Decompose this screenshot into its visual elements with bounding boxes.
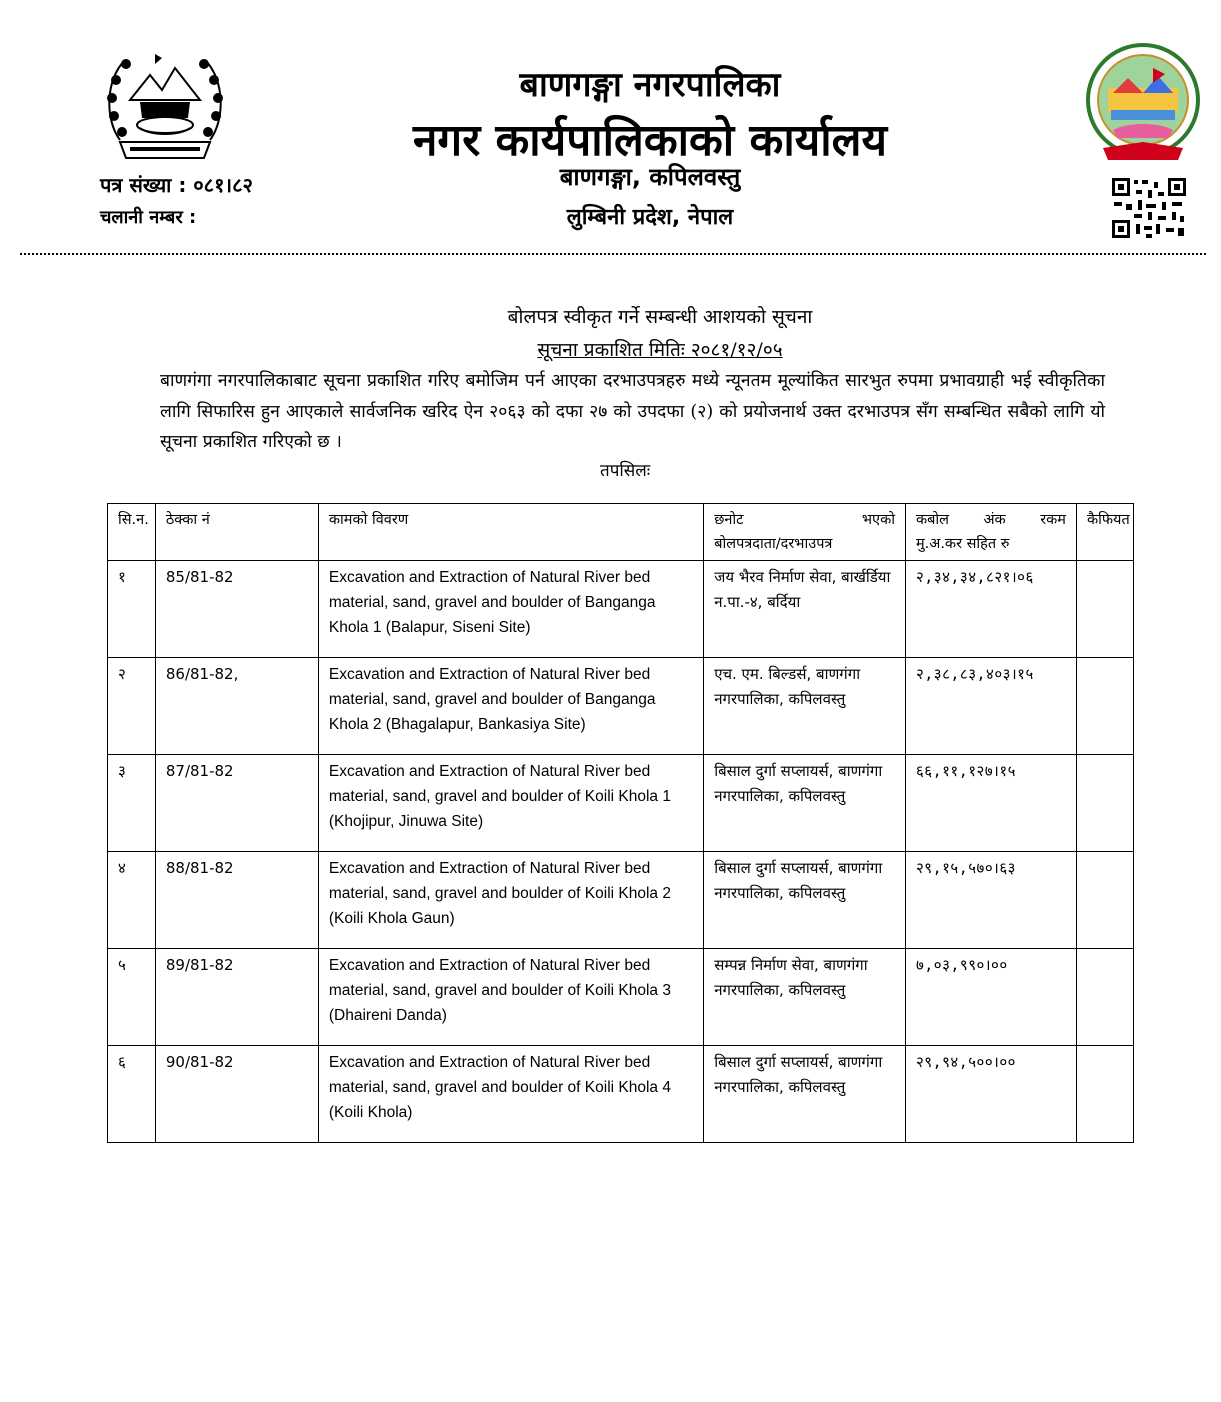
cell-sn: १ [108, 561, 156, 658]
cell-bidder: सम्पन्न निर्माण सेवा, बाणगंगा नगरपालिका, कपिलवस्तु [704, 949, 906, 1046]
office-name: बाणगङ्गा नगरपालिका [519, 65, 781, 105]
header-amount-c: रकम [1040, 512, 1066, 528]
cell-sn: २ [108, 658, 156, 755]
cell-contract: 90/81-82 [155, 1046, 318, 1143]
header-bidder-b: भएको [861, 512, 895, 528]
header-amount [905, 504, 1076, 561]
header-contract: ठेक्का नं [155, 504, 318, 561]
government-emblem [100, 40, 230, 165]
cell-sn: ३ [108, 755, 156, 852]
cell-contract: 89/81-82 [155, 949, 318, 1046]
cell-bidder: एच. एम. बिल्डर्स, बाणगंगा नगरपालिका, कपिलवस्तु [704, 658, 906, 755]
header-amount-b: अंक [983, 512, 1006, 528]
cell-amount: २९,१५,५७०।६३ [905, 852, 1076, 949]
header-bidder-line1 [714, 508, 895, 532]
table-row [108, 1046, 1134, 1143]
cell-remarks [1076, 658, 1133, 755]
cell-bidder: बिसाल दुर्गा सप्लायर्स, बाणगंगा नगरपालिका, कपिलवस्तु [704, 852, 906, 949]
table-row [108, 561, 1134, 658]
notice-body: बाणगंगा नगरपालिकाबाट सूचना प्रकाशित गरिए बमोजिम पर्न आएका दरभाउपत्रहरु मध्ये न्यूनतम मूल्यांकित सारभुत रुपमा प्रभावग्राही भई स्वीकृतिका लागि सिफारिस हुन आएकाले सार्वजनिक खरिद ऐन २०६३ को दफा २७ को उपदफा (२) को प्रयोजनार्थ उक्त दरभाउपत्र सँग सम्बन्धित सबैको लागि यो सूचना प्रकाशित गरिएको छ । [160, 371, 1105, 452]
table-row [108, 755, 1134, 852]
cell-bidder: बिसाल दुर्गा सप्लायर्स, बाणगंगा नगरपालिका, कपिलवस्तु [704, 755, 906, 852]
cell-description: Excavation and Extraction of Natural River bed material, sand, gravel and boulder of Koili Khola 3 (Dhaireni Danda) [318, 949, 703, 1046]
header-amount-a: कबोल [915, 512, 949, 528]
letter-number: पत्र संख्या : ०८१।८२ [100, 173, 253, 197]
cell-description: Excavation and Extraction of Natural River bed material, sand, gravel and boulder of Banganga Khola 1 (Balapur, Siseni Site) [318, 561, 703, 658]
table-row [108, 658, 1134, 755]
cell-contract: 88/81-82 [155, 852, 318, 949]
bid-award-table [107, 503, 1134, 1143]
dispatch-number: चलानी नम्बर : [100, 207, 197, 228]
cell-contract: 86/81-82, [155, 658, 318, 755]
annex-label: तपसिलः [600, 461, 651, 481]
header-amount-line1 [916, 508, 1066, 532]
office-province: लुम्बिनी प्रदेश, नेपाल [566, 205, 734, 230]
cell-remarks [1076, 852, 1133, 949]
qr-code [1110, 176, 1188, 240]
cell-contract: 87/81-82 [155, 755, 318, 852]
cell-amount: ६६,११,१२७।१५ [905, 755, 1076, 852]
header-remarks: कैफियत [1076, 504, 1133, 561]
header-description: कामको विवरण [318, 504, 703, 561]
header-bidder-c: बोलपत्रदाता/दरभाउपत्र [714, 536, 833, 552]
notice-date [300, 336, 1020, 362]
municipality-logo [1083, 38, 1203, 168]
cell-remarks [1076, 949, 1133, 1046]
cell-sn: ६ [108, 1046, 156, 1143]
table-header-row [108, 504, 1134, 561]
cell-remarks [1076, 561, 1133, 658]
header-bidder-a: छनोट [714, 512, 744, 528]
notice-date-text: सूचना प्रकाशित मितिः २०८१/१२/०५ [537, 339, 783, 361]
cell-contract: 85/81-82 [155, 561, 318, 658]
table-row [108, 852, 1134, 949]
cell-description: Excavation and Extraction of Natural River bed material, sand, gravel and boulder of Koili Khola 4 (Koili Khola) [318, 1046, 703, 1143]
header-sn: सि.न. [108, 504, 156, 561]
cell-remarks [1076, 755, 1133, 852]
cell-amount: २९,९४,५००।०० [905, 1046, 1076, 1143]
header-divider [20, 253, 1206, 255]
office-title: नगर कार्यपालिकाको कार्यालय [413, 115, 887, 166]
cell-remarks [1076, 1046, 1133, 1143]
cell-sn: ५ [108, 949, 156, 1046]
cell-amount: २,३४,३४,८२१।०६ [905, 561, 1076, 658]
cell-description: Excavation and Extraction of Natural River bed material, sand, gravel and boulder of Banganga Khola 2 (Bhagalapur, Bankasiya Site) [318, 658, 703, 755]
cell-bidder: जय भैरव निर्माण सेवा, बार्खर्डिया न.पा.-४, बर्दिया [704, 561, 906, 658]
cell-amount: २,३८,८३,४०३।१५ [905, 658, 1076, 755]
office-address: बाणगङ्गा, कपिलवस्तु [559, 163, 741, 191]
notice-title: बोलपत्र स्वीकृत गर्ने सम्बन्धी आशयको सूचना [507, 306, 813, 328]
cell-sn: ४ [108, 852, 156, 949]
cell-bidder: बिसाल दुर्गा सप्लायर्स, बाणगंगा नगरपालिका, कपिलवस्तु [704, 1046, 906, 1143]
cell-description: Excavation and Extraction of Natural River bed material, sand, gravel and boulder of Koili Khola 1 (Khojipur, Jinuwa Site) [318, 755, 703, 852]
header-amount-d: मु.अ.कर सहित रु [915, 536, 1010, 552]
cell-description: Excavation and Extraction of Natural River bed material, sand, gravel and boulder of Koili Khola 2 (Koili Khola Gaun) [318, 852, 703, 949]
table-row [108, 949, 1134, 1046]
cell-amount: ७,०३,९९०।०० [905, 949, 1076, 1046]
header-bidder [704, 504, 906, 561]
